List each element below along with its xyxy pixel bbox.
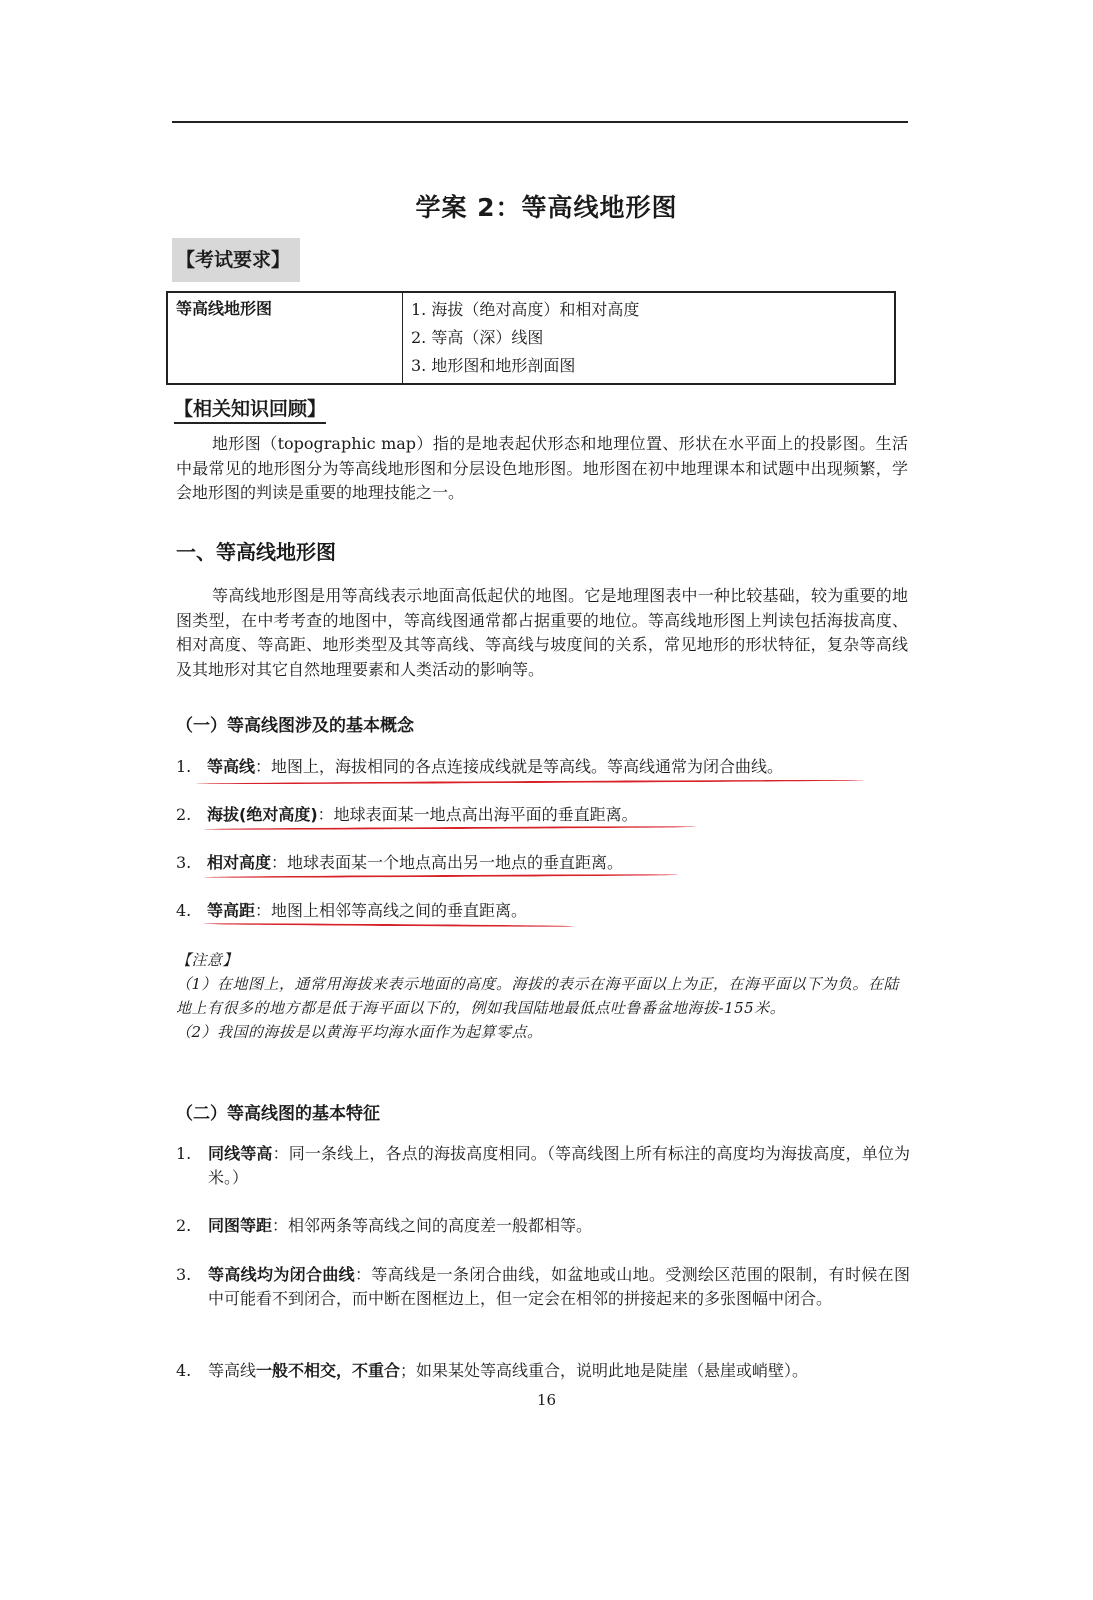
exam-requirements-table	[166, 291, 896, 385]
concept-item	[176, 899, 908, 923]
note-block	[176, 948, 906, 1044]
requirement-item: 2. 等高（深）线图	[411, 328, 544, 347]
table-items-cell	[403, 292, 896, 384]
feature-term: 等高线均为闭合曲线	[208, 1265, 355, 1284]
feature-item	[176, 1142, 910, 1190]
table-topic-cell: 等高线地形图	[167, 292, 403, 384]
review-paragraph: 地形图（topographic map）指的是地表起伏形态和地理位置、形状在水平面上的投影图。生活中最常见的地形图分为等高线地形图和分层设色地形图。地形图在初中地理课本和试题中出现频繁，学会地形图的判读是重要的地理技能之一。	[176, 434, 908, 502]
item-number: 1.	[176, 757, 192, 776]
feature-term: 同线等高	[208, 1144, 273, 1163]
note-line: （2）我国的海拔是以黄海平均海水面作为起算零点。	[176, 1023, 543, 1041]
requirement-item: 1. 海拔（绝对高度）和相对高度	[411, 300, 640, 319]
features-heading: （二）等高线图的基本特征	[176, 1104, 380, 1124]
concept-term: 海拔(绝对高度)	[207, 805, 318, 824]
concept-text: ：地球表面某一地点高出海平面的垂直距离。	[317, 805, 638, 824]
concept-item	[176, 851, 908, 875]
section-intro-paragraph: 等高线地形图是用等高线表示地面高低起伏的地图。它是地理图表中一种比较基础，较为重要的地图类型，在中考考查的地图中，等高线图通常都占据重要的地位。等高线地形图上判读包括海拔高度、相对高度、等高距、地形类型及其等高线、等高线与坡度间的关系，常见地形的形状特征，复杂等高线及其地形对其它自然地理要素和人类活动的影响等。	[176, 586, 908, 679]
item-number: 4.	[176, 1361, 192, 1380]
requirement-item: 3. 地形图和地形剖面图	[411, 356, 576, 375]
concept-item	[176, 803, 908, 827]
note-label: 【注意】	[176, 951, 239, 969]
item-number: 2.	[176, 1216, 192, 1235]
item-number: 3.	[176, 853, 192, 872]
concept-text: ：地图上相邻等高线之间的垂直距离。	[255, 901, 528, 920]
red-underline	[204, 923, 574, 928]
concept-term: 等高线	[207, 757, 256, 776]
section-heading-contour-map: 一、等高线地形图	[176, 540, 336, 564]
page-number: 16	[536, 1391, 557, 1409]
item-number: 3.	[176, 1265, 192, 1284]
item-number: 4.	[176, 901, 192, 920]
header-rule	[172, 121, 908, 123]
feature-text: ：等高线是一条闭合曲线，如盆地或山地。受测绘区范围的限制，有时候在图中可能看不到闭合，而中断在图框边上，但一定会在相邻的拼接起来的多张图幅中闭合。	[208, 1265, 910, 1308]
feature-text-prefix: 等高线	[208, 1361, 257, 1380]
item-number: 2.	[176, 805, 192, 824]
feature-term: 同图等距	[208, 1216, 273, 1235]
note-line: （1）在地图上，通常用海拔来表示地面的高度。海拔的表示在海平面以上为正，在海平面以下为负。在陆地上有很多的地方都是低于海平面以下的，例如我国陆地最低点吐鲁番盆地海拔-155米。	[176, 975, 900, 1017]
concept-text: ：地球表面某一个地点高出另一地点的垂直距离。	[271, 853, 624, 872]
concept-item	[176, 755, 908, 779]
feature-item	[176, 1263, 910, 1311]
knowledge-review-heading: 【相关知识回顾】	[174, 394, 326, 424]
feature-text: ：同一条线上，各点的海拔高度相同。（等高线图上所有标注的高度均为海拔高度，单位为米。）	[208, 1144, 910, 1187]
concept-term: 相对高度	[207, 853, 272, 872]
concept-text: ：地图上，海拔相同的各点连接成线就是等高线。等高线通常为闭合曲线。	[255, 757, 784, 776]
item-number: 1.	[176, 1144, 192, 1163]
feature-text: ：相邻两条等高线之间的高度差一般都相等。	[272, 1216, 593, 1235]
concept-term: 等高距	[207, 901, 256, 920]
exam-requirements-heading: 【考试要求】	[172, 238, 300, 282]
feature-text: ；如果某处等高线重合，说明此地是陡崖（悬崖或峭壁）。	[400, 1361, 809, 1380]
feature-item	[176, 1359, 910, 1383]
concepts-heading: （一）等高线图涉及的基本概念	[176, 716, 414, 736]
red-underline	[196, 779, 864, 784]
page-title: 学案 2：等高线地形图	[415, 193, 678, 222]
feature-term: 一般不相交，不重合	[256, 1361, 401, 1380]
feature-item	[176, 1214, 910, 1238]
